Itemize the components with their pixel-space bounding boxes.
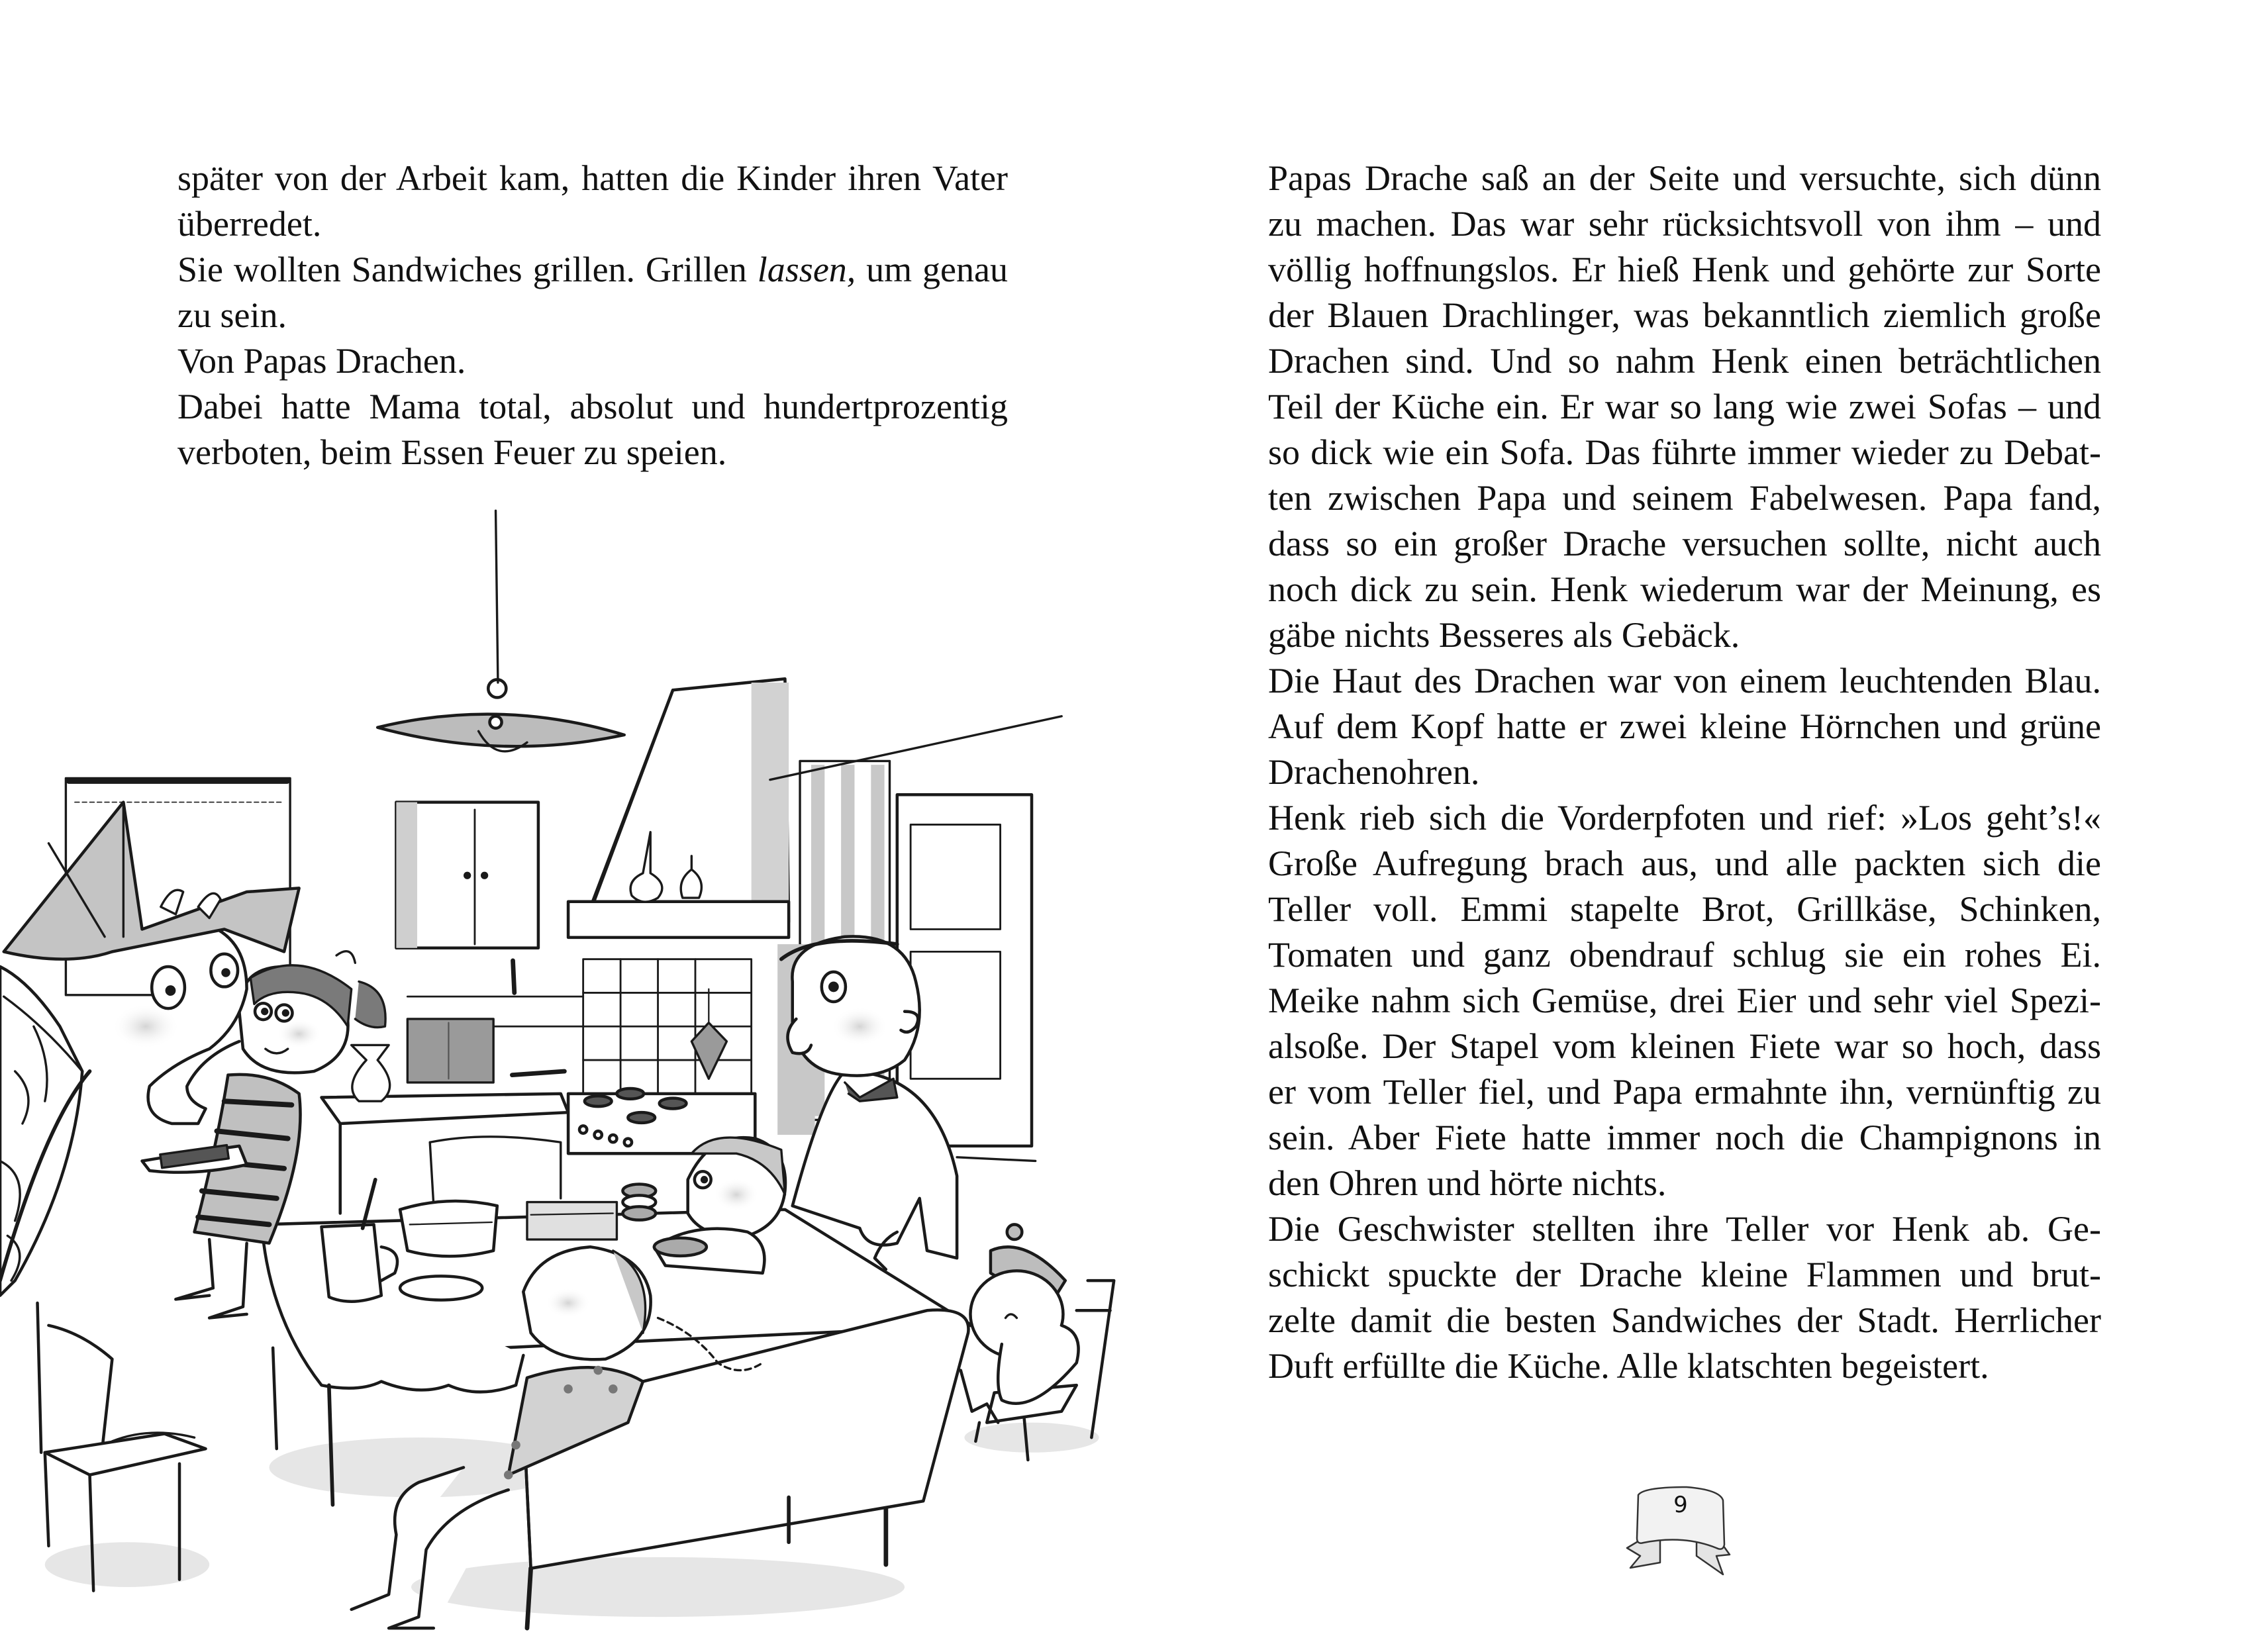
text-line-content: Papas Drache saß an der Seite und versuchte, sich dünn [1268,158,2101,198]
text-line-content: später von der Arbeit kam, hatten die Kinder ihren Vater [177,158,1008,198]
text-line-content: verboten, beim Essen Feuer zu speien. [177,432,727,472]
text-line-content: Henk rieb sich die Vorderpfoten und rief: »Los geht’s!« [1268,798,2101,838]
text-line-content: den Ohren und hörte nichts. [1268,1163,1667,1203]
text-line [1268,1252,2101,1298]
text-line-content: sein. Aber Fiete hatte immer noch die Champignons in [1268,1118,2101,1157]
text-line [177,293,1008,338]
text-line [1268,932,2101,978]
text-line-content: völlig hoffnungslos. Er hieß Henk und gehörte zur Sorte [1268,250,2101,289]
text-line-content: Teller voll. Emmi stapelte Brot, Grillkäse, Schinken, [1268,889,2101,929]
text-line [177,201,1008,247]
text-line-content: dass so ein großer Drache versuchen sollte, nicht auch [1268,524,2101,563]
right-page-text [1268,156,2101,1389]
text-line-content: gäbe nichts Besseres als Gebäck. [1268,615,1740,655]
page-number: 9 [1673,1492,1688,1518]
text-line-content: alsoße. Der Stapel vom kleinen Fiete war so hoch, dass [1268,1026,2101,1066]
text-line [1268,338,2101,384]
text-line-content: ten zwischen Papa und seinem Fabelwesen. Papa fand, [1268,478,2101,518]
text-segment: um genau [856,250,1008,289]
text-line [1268,156,2101,201]
text-line [177,247,1008,293]
text-line-content: überredet. [177,204,322,244]
text-line-content: so dick wie ein Sofa. Das führte immer wieder zu Debat- [1268,432,2101,472]
text-line [1268,247,2101,293]
text-line-content: Tomaten und ganz obendrauf schlug sie ein rohes Ei. [1268,935,2101,975]
text-line-content: Dabei hatte Mama total, absolut und hundertprozentig [177,387,1008,426]
text-line [1268,1115,2101,1161]
text-line-content: Große Aufregung brach aus, und alle packten sich die [1268,844,2101,883]
text-line-content: er vom Teller fiel, und Papa ermahnte ihn, vernünftig zu [1268,1072,2101,1112]
text-line [1268,612,2101,658]
text-line-content: der Blauen Drachlinger, was bekanntlich ziemlich große [1268,295,2101,335]
text-line [1268,293,2101,338]
ceiling-lamp-icon [377,510,624,751]
text-line [1268,1024,2101,1069]
text-line-content: zu sein. [177,295,287,335]
text-line [177,384,1008,430]
text-line [177,338,1008,384]
text-line [1268,704,2101,749]
text-line [1268,567,2101,612]
text-line-content: zu machen. Das war sehr rücksichtsvoll von ihm – und [1268,204,2101,244]
text-line [1268,1069,2101,1115]
text-line-content: Auf dem Kopf hatte er zwei kleine Hörnchen und grüne [1268,706,2101,746]
text-line-content: Meike nahm sich Gemüse, drei Eier und sehr viel Spezi- [1268,981,2101,1020]
text-line-content: noch dick zu sein. Henk wiederum war der Meinung, es [1268,569,2101,609]
text-line [1268,1161,2101,1206]
text-line-content: schickt spuckte der Drache kleine Flammen und brut- [1268,1255,2101,1294]
text-line [1268,1206,2101,1252]
text-segment: Sie wollten Sandwiches grillen. Grillen [177,250,758,289]
range-hood [568,679,789,938]
text-line-content: Von Papas Drachen. [177,341,466,381]
text-line [1268,658,2101,704]
text-line [177,430,1008,475]
text-line [1268,201,2101,247]
text-line-content: Die Geschwister stellten ihre Teller vor Henk ab. Ge- [1268,1209,2101,1249]
text-line-content: zelte damit die besten Sandwiches der Stadt. Herrlicher [1268,1300,2101,1340]
kitchen-scene-illustration [0,503,1159,1639]
italic-emphasis: lassen, [757,250,856,289]
text-line [1268,841,2101,887]
text-line [1268,384,2101,430]
text-line [1268,1298,2101,1343]
text-line-content: Die Haut des Drachen war von einem leuchtenden Blau. [1268,661,2101,700]
text-line [1268,521,2101,567]
text-line-content: Drachenohren. [1268,752,1480,792]
text-line [1268,1343,2101,1389]
text-line-content: Duft erfüllte die Küche. Alle klatschten begeistert. [1268,1346,1989,1386]
text-line-content: Drachen sind. Und so nahm Henk einen beträchtlichen [1268,341,2101,381]
wall-cabinet [396,802,538,993]
text-line [1268,887,2101,932]
text-line [1268,430,2101,475]
text-line [177,156,1008,201]
text-line [1268,475,2101,521]
text-line [1268,749,2101,795]
text-line-content [177,250,1008,289]
left-page-text [177,156,1008,475]
text-line [1268,978,2101,1024]
text-line-content: Teil der Küche ein. Er war so lang wie zwei Sofas – und [1268,387,2101,426]
text-line [1268,795,2101,841]
